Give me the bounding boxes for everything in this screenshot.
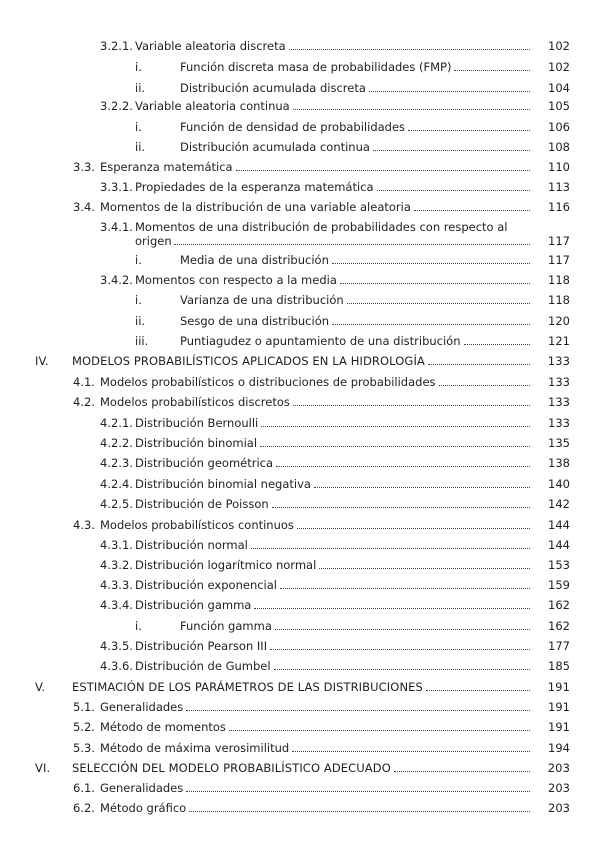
entry-number: 4.3.5. xyxy=(100,639,133,653)
entry-page-number: 135 xyxy=(548,436,570,450)
dot-leader xyxy=(332,314,530,325)
entry-number: 3.2.1. xyxy=(100,39,133,53)
entry-title: Distribución normal xyxy=(135,538,248,552)
entry-title: Sesgo de una distribución xyxy=(180,314,330,328)
entry-title: Generalidades xyxy=(100,781,184,795)
entry-title: Función de densidad de probabilidades xyxy=(180,120,406,134)
entry-title: Distribución binomial xyxy=(135,436,258,450)
entry-page-number: 121 xyxy=(548,334,570,348)
dot-leader xyxy=(275,619,530,630)
dot-leader xyxy=(270,639,530,650)
entry-number: 4.2.4. xyxy=(100,477,133,491)
entry-page-number: 118 xyxy=(548,293,570,307)
entry-title: Distribución logarítmico normal xyxy=(135,558,317,572)
entry-number: i. xyxy=(135,619,142,633)
entry-page-number: 133 xyxy=(548,375,570,389)
entry-number: 6.1. xyxy=(73,781,95,795)
dot-leader xyxy=(394,761,530,772)
entry-number: i. xyxy=(135,60,142,74)
entry-page-number: 153 xyxy=(548,558,570,572)
entry-title: Generalidades xyxy=(100,700,184,714)
entry-title: Modelos probabilísticos discretos xyxy=(100,395,290,409)
entry-number: 3.4. xyxy=(73,200,95,214)
dot-leader xyxy=(174,234,530,245)
entry-page-number: 116 xyxy=(548,200,570,214)
dot-leader xyxy=(236,160,530,171)
dot-leader xyxy=(274,659,530,670)
entry-title: Distribución binomial negativa xyxy=(135,477,311,491)
entry-title: Distribución gamma xyxy=(135,598,252,612)
entry-title: Momentos con respecto a la media xyxy=(135,273,337,287)
entry-number: 6.2. xyxy=(73,801,95,815)
entry-number: 4.2.2. xyxy=(100,436,133,450)
entry-title: Distribución de Poisson xyxy=(135,497,269,511)
entry-number: 3.4.2. xyxy=(100,273,133,287)
chapter-number: VI. xyxy=(35,761,51,775)
chapter-number: V. xyxy=(35,680,46,694)
entry-number: 4.3.2. xyxy=(100,558,133,572)
entry-title: Momentos de la distribución de una variable aleatoria xyxy=(100,200,411,214)
entry-page-number: 203 xyxy=(548,801,570,815)
entry-page-number: 194 xyxy=(548,741,570,755)
dot-leader xyxy=(414,200,530,211)
entry-title: Variable aleatoria continua xyxy=(135,99,290,113)
entry-page-number: 120 xyxy=(548,314,570,328)
dot-leader xyxy=(314,477,530,488)
entry-number: ii. xyxy=(135,81,146,95)
entry-number: 4.1. xyxy=(73,375,95,389)
entry-number: 4.3.1. xyxy=(100,538,133,552)
entry-page-number: 102 xyxy=(548,39,570,53)
chapter-title: SELECCIÓN DEL MODELO PROBABILÍSTICO ADECUADO xyxy=(72,761,391,775)
entry-title: Esperanza matemática xyxy=(100,160,233,174)
entry-title: Distribución Pearson III xyxy=(135,639,268,653)
dot-leader xyxy=(347,293,530,304)
entry-title: Varianza de una distribución xyxy=(180,293,344,307)
entry-number: 4.3. xyxy=(73,518,95,532)
entry-number: ii. xyxy=(135,314,146,328)
chapter-number: IV. xyxy=(35,354,49,368)
dot-leader xyxy=(454,60,530,71)
entry-page-number: 144 xyxy=(548,538,570,552)
dot-leader xyxy=(189,801,530,812)
entry-page-number: 117 xyxy=(548,253,570,267)
dot-leader xyxy=(292,741,530,752)
entry-title: Método gráfico xyxy=(100,801,187,815)
entry-number: ii. xyxy=(135,140,146,154)
dot-leader xyxy=(289,39,530,50)
entry-page-number: 110 xyxy=(548,160,570,174)
dot-leader xyxy=(261,416,530,427)
dot-leader xyxy=(186,700,530,711)
dot-leader xyxy=(272,497,530,508)
entry-number: 4.3.3. xyxy=(100,578,133,592)
entry-page-number: 142 xyxy=(548,497,570,511)
chapter-title: MODELOS PROBABILÍSTICOS APLICADOS EN LA HIDROLOGÍA xyxy=(72,354,425,368)
entry-title: Modelos probabilísticos continuos xyxy=(100,518,294,532)
entry-number: 4.3.4. xyxy=(100,598,133,612)
dot-leader xyxy=(276,456,530,467)
entry-number: 3.3.1. xyxy=(100,180,133,194)
entry-page-number: 203 xyxy=(548,781,570,795)
entry-title: Distribución acumulada continua xyxy=(180,140,370,154)
entry-title: Distribución geométrica xyxy=(135,456,274,470)
entry-number: 4.2.5. xyxy=(100,497,133,511)
entry-title: Media de una distribución xyxy=(180,253,329,267)
entry-number: 3.2.2. xyxy=(100,99,133,113)
dot-leader xyxy=(439,375,530,386)
entry-page-number: 138 xyxy=(548,456,570,470)
entry-number: i. xyxy=(135,253,142,267)
entry-number: 4.2.3. xyxy=(100,456,133,470)
entry-page-number: 162 xyxy=(548,619,570,633)
entry-page-number: 144 xyxy=(548,518,570,532)
entry-title: Distribución acumulada discreta xyxy=(180,81,366,95)
dot-leader xyxy=(260,436,530,447)
entry-page-number: 133 xyxy=(548,395,570,409)
entry-number: i. xyxy=(135,293,142,307)
dot-leader xyxy=(319,558,530,569)
entry-number: 5.1. xyxy=(73,700,95,714)
entry-title: Propiedades de la esperanza matemática xyxy=(135,180,374,194)
dot-leader xyxy=(373,140,530,151)
entry-page-number: 159 xyxy=(548,578,570,592)
entry-title: Distribución exponencial xyxy=(135,578,277,592)
dot-leader xyxy=(408,120,530,131)
dot-leader xyxy=(464,334,530,345)
entry-title: Modelos probabilísticos o distribuciones de probabilidades xyxy=(100,375,436,389)
dot-leader xyxy=(377,180,530,191)
dot-leader xyxy=(293,395,530,406)
entry-title-continuation: origen xyxy=(135,234,172,248)
dot-leader xyxy=(340,273,530,284)
entry-page-number: 177 xyxy=(548,639,570,653)
entry-page-number: 104 xyxy=(548,81,570,95)
entry-number: 3.4.1. xyxy=(100,220,133,234)
entry-title: Función discreta masa de probabilidades (FMP) xyxy=(180,60,452,74)
dot-leader xyxy=(293,99,530,110)
entry-page-number: 191 xyxy=(548,700,570,714)
entry-title: Método de máxima verosimilitud xyxy=(100,741,290,755)
entry-page-number: 162 xyxy=(548,598,570,612)
entry-page-number: 108 xyxy=(548,140,570,154)
entry-page-number: 191 xyxy=(548,720,570,734)
entry-number: 5.3. xyxy=(73,741,95,755)
entry-page-number: 102 xyxy=(548,60,570,74)
dot-leader xyxy=(254,598,530,609)
entry-page-number: 191 xyxy=(547,680,570,694)
entry-page-number: 133 xyxy=(548,416,570,430)
entry-number: i. xyxy=(135,120,142,134)
entry-title: Método de momentos xyxy=(100,720,226,734)
entry-number: 3.3. xyxy=(73,160,95,174)
entry-page-number: 105 xyxy=(548,99,570,113)
dot-leader xyxy=(332,253,530,264)
entry-page-number: 140 xyxy=(548,477,570,491)
entry-title: Variable aleatoria discreta xyxy=(135,39,286,53)
entry-number: 5.2. xyxy=(73,720,95,734)
dot-leader xyxy=(297,518,530,529)
entry-page-number: 133 xyxy=(547,354,570,368)
entry-title: Momentos de una distribución de probabilidades con respecto al xyxy=(135,220,508,234)
entry-page-number: 185 xyxy=(548,659,570,673)
entry-title: Puntiagudez o apuntamiento de una distribución xyxy=(180,334,461,348)
entry-page-number: 117 xyxy=(548,234,570,248)
entry-number: 4.3.6. xyxy=(100,659,133,673)
dot-leader xyxy=(426,680,530,691)
entry-title: Función gamma xyxy=(180,619,272,633)
dot-leader xyxy=(229,720,530,731)
dot-leader xyxy=(369,81,530,92)
entry-title: Distribución de Gumbel xyxy=(135,659,271,673)
entry-number: 4.2. xyxy=(73,395,95,409)
entry-number: iii. xyxy=(135,334,149,348)
entry-title: Distribución Bernoulli xyxy=(135,416,259,430)
entry-page-number: 113 xyxy=(548,180,570,194)
entry-page-number: 106 xyxy=(548,120,570,134)
chapter-title: ESTIMACIÓN DE LOS PARÁMETROS DE LAS DISTRIBUCIONES xyxy=(72,680,423,694)
dot-leader xyxy=(186,781,530,792)
entry-page-number: 118 xyxy=(548,273,570,287)
entry-page-number: 203 xyxy=(547,761,570,775)
dot-leader xyxy=(251,538,530,549)
dot-leader xyxy=(428,354,530,365)
dot-leader xyxy=(280,578,530,589)
entry-number: 4.2.1. xyxy=(100,416,133,430)
